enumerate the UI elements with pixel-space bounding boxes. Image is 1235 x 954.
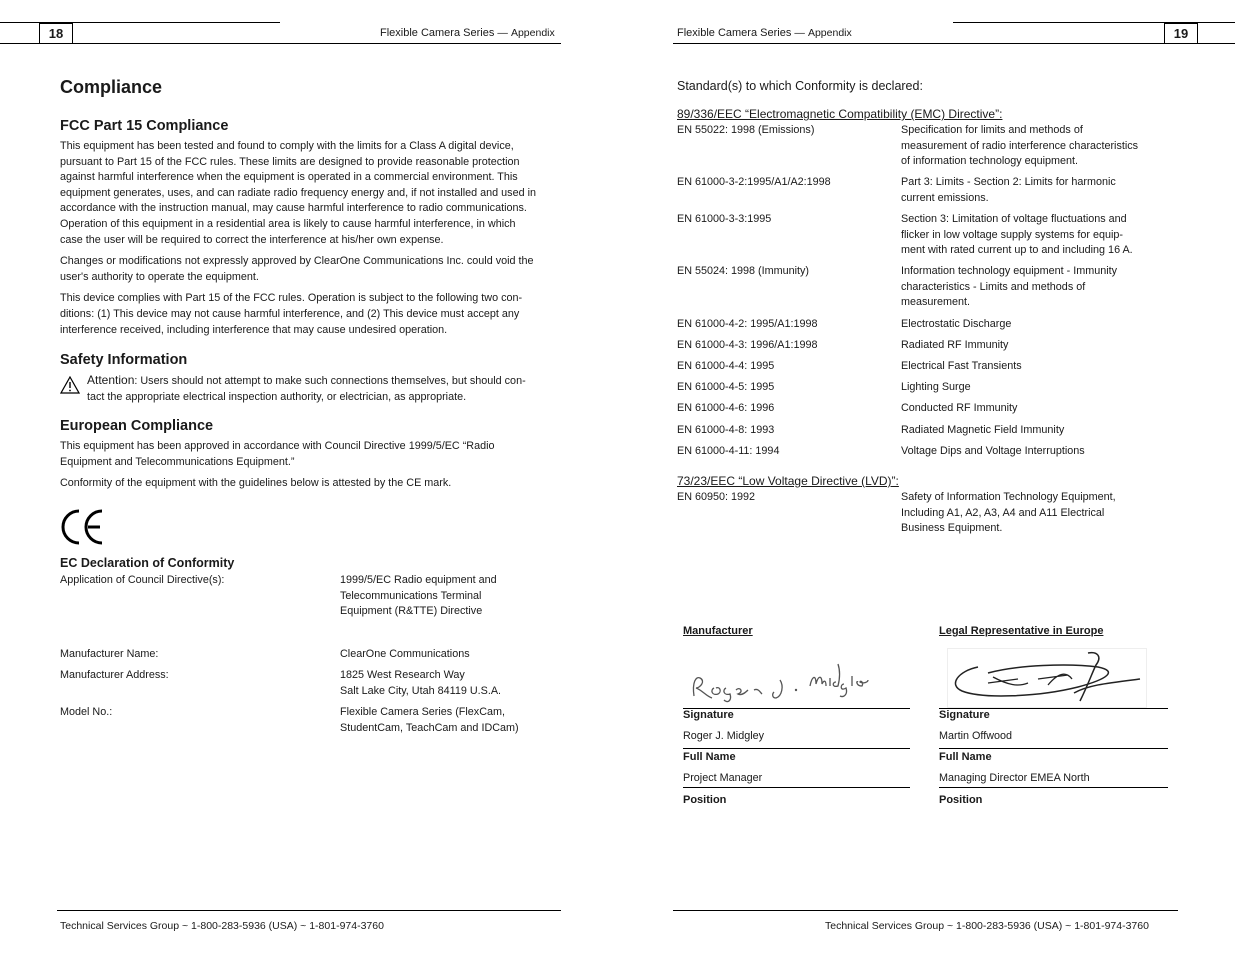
header-rule-right <box>673 43 1235 44</box>
text-line: Conformity of the equipment with the guidelines below is attested by the CE mark. <box>60 477 452 490</box>
european-body <box>60 439 560 492</box>
text-line: case the user will be required to correct the interference at his/her own expense. <box>60 233 444 246</box>
manufacturer-heading: Manufacturer <box>683 625 753 637</box>
text-line: Operation of this equipment in a residential area is likely to cause harmful interference, in which <box>60 217 516 230</box>
standard-description <box>901 175 1116 206</box>
header-separator: — <box>794 27 805 39</box>
declaration-heading: EC Declaration of Conformity <box>60 556 235 570</box>
standard-code: EN 61000-3-2:1995/A1/A2:1998 <box>677 176 831 188</box>
text-line: Part 3: Limits - Section 2: Limits for harmonic <box>901 176 1116 188</box>
standard-code: EN 60950: 1992 <box>677 491 756 503</box>
standard-code: EN 61000-3-3:1995 <box>677 213 772 225</box>
footer-rule-left <box>57 910 561 911</box>
lvd-heading: 73/23/EEC “Low Voltage Directive (LVD)”: <box>677 474 899 488</box>
standard-code: EN 61000-4-11: 1994 <box>677 445 780 457</box>
standard-code: EN 55022: 1998 (Emissions) <box>677 124 815 136</box>
representative-heading: Legal Representative in Europe <box>939 625 1104 637</box>
declaration-label: Manufacturer Address: <box>60 669 169 681</box>
text-line: user's authority to operate the equipment. <box>60 270 259 283</box>
text-line: Business Equipment. <box>901 522 1003 535</box>
declaration-value <box>340 668 501 699</box>
text-line: StudentCam, TeachCam and IDCam) <box>340 721 519 734</box>
text-line: Flexible Camera Series (FlexCam, <box>340 706 505 718</box>
header-separator: — <box>497 27 508 39</box>
text-line: interference received, including interference that may cause undesired operation. <box>60 323 448 336</box>
text-line: Safety of Information Technology Equipment, <box>901 491 1116 503</box>
standard-code: EN 61000-4-2: 1995/A1:1998 <box>677 318 818 330</box>
standard-description: Radiated Magnetic Field Immunity <box>901 424 1065 436</box>
standard-description <box>901 264 1117 311</box>
running-header-right <box>677 27 852 39</box>
text-line: ClearOne Communications <box>340 648 470 660</box>
declaration-value <box>340 705 519 736</box>
fcc-paragraph-1 <box>60 139 560 248</box>
emc-heading: 89/336/EEC “Electromagnetic Compatibility (EMC) Directive”: <box>677 107 1003 121</box>
footer-left: Technical Services Group ~ 1-800-283-5936 (USA) ~ 1-801-974-3760 <box>60 920 384 932</box>
representative-position: Managing Director EMEA North <box>939 772 1090 784</box>
declaration-value <box>340 573 497 620</box>
standard-code: EN 55024: 1998 (Immunity) <box>677 265 810 277</box>
text-line: accordance with the instruction manual, may cause harmful interference to radio communications. <box>60 202 527 215</box>
standard-description: Electrical Fast Transients <box>901 360 1022 372</box>
declaration-label: Manufacturer Name: <box>60 648 159 660</box>
manufacturer-position: Project Manager <box>683 772 763 784</box>
text-line: measurement. <box>901 296 971 309</box>
text-line: measurement of radio interference characteristics <box>901 139 1139 152</box>
european-heading: European Compliance <box>60 418 214 434</box>
standard-description: Radiated RF Immunity <box>901 339 1009 351</box>
text-line: This equipment has been approved in accordance with Council Directive 1999/5/EC “Radio <box>60 440 495 452</box>
text-line: characteristics - Limits and methods of <box>901 280 1086 293</box>
page-title: Compliance <box>60 77 163 97</box>
declaration-value <box>340 647 470 663</box>
position-label: Position <box>939 794 983 806</box>
footer-rule-right <box>673 910 1178 911</box>
text-line: of information technology equipment. <box>901 155 1079 168</box>
standard-code: EN 61000-4-3: 1996/A1:1998 <box>677 339 818 351</box>
position-label: Position <box>683 794 727 806</box>
manufacturer-signature-image <box>688 652 873 709</box>
standard-description <box>901 212 1133 259</box>
text-line: ditions: (1) This device may not cause harmful interference, and (2) This device must accept any <box>60 307 520 320</box>
standard-description <box>901 123 1138 170</box>
header-section: Appendix <box>510 27 555 39</box>
text-line: current emissions. <box>901 191 989 204</box>
text-line: Telecommunications Terminal <box>340 589 482 602</box>
text-line: Equipment and Telecommunications Equipment.” <box>60 455 295 468</box>
standard-code: EN 61000-4-8: 1993 <box>677 424 775 436</box>
standard-description: Electrostatic Discharge <box>901 318 1012 330</box>
page-number-left: 18 <box>39 23 73 44</box>
safety-heading: Safety Information <box>60 352 188 368</box>
text-line: against harmful interference when the equipment is operated in a commercial environment. This <box>60 171 518 184</box>
manufacturer-full-name: Roger J. Midgley <box>683 730 765 742</box>
running-header-left <box>380 27 555 39</box>
position-line <box>683 787 910 788</box>
full-name-line <box>683 748 910 749</box>
header-title: Flexible Camera Series <box>677 27 792 39</box>
text-line: This device complies with Part 15 of the FCC rules. Operation is subject to the following two con- <box>60 292 523 305</box>
standard-description: Conducted RF Immunity <box>901 402 1018 414</box>
standard-code: EN 61000-4-5: 1995 <box>677 381 775 393</box>
standard-description: Lighting Surge <box>901 381 971 393</box>
text-line: : Users should not attempt to make such connections themselves, but should con- <box>134 375 526 387</box>
fcc-body <box>60 139 560 338</box>
text-line: ment with rated current up to and including 16 A. <box>901 244 1133 257</box>
text-line: Including A1, A2, A3, A4 and A11 Electrical <box>901 506 1105 519</box>
attention-label: Attention <box>87 373 135 387</box>
full-name-label: Full Name <box>939 751 992 763</box>
text-line: tact the appropriate electrical inspection authority, or electrician, as appropriate. <box>87 390 467 403</box>
text-line: pursuant to Part 15 of the FCC rules. These limits are designed to provide reasonable protection <box>60 155 520 168</box>
signature-label: Signature <box>683 709 734 721</box>
position-line <box>939 787 1168 788</box>
standard-description <box>901 490 1116 537</box>
warning-icon <box>60 376 80 399</box>
full-name-line <box>939 748 1168 749</box>
attention-notice <box>87 373 557 405</box>
fcc-paragraph-2 <box>60 254 560 285</box>
text-line: Information technology equipment - Immunity <box>901 265 1118 277</box>
representative-signature-image <box>947 648 1147 708</box>
standard-code: EN 61000-4-6: 1996 <box>677 402 775 414</box>
fcc-paragraph-3 <box>60 291 560 338</box>
page-number-right: 19 <box>1164 23 1198 44</box>
text-line: Salt Lake City, Utah 84119 U.S.A. <box>340 684 502 697</box>
text-line: flicker in low voltage supply systems for equip- <box>901 228 1124 241</box>
standards-heading: Standard(s) to which Conformity is declared: <box>677 79 923 93</box>
signature-label: Signature <box>939 709 990 721</box>
text-line: equipment generates, uses, and can radiate radio frequency energy and, if not installed and used in <box>60 186 536 199</box>
footer-right: Technical Services Group ~ 1-800-283-5936 (USA) ~ 1-801-974-3760 <box>825 920 1149 932</box>
text-line: This equipment has been tested and found to comply with the limits for a Class A digital device, <box>60 140 514 152</box>
representative-full-name: Martin Offwood <box>939 730 1013 742</box>
header-section: Appendix <box>807 27 852 39</box>
standard-code: EN 61000-4-4: 1995 <box>677 360 775 372</box>
header-rule-left <box>0 43 561 44</box>
declaration-label: Application of Council Directive(s): <box>60 574 225 586</box>
text-line: 1825 West Research Way <box>340 669 465 681</box>
header-title: Flexible Camera Series <box>380 27 495 39</box>
text-line: Equipment (R&TTE) Directive <box>340 605 483 618</box>
text-line: Changes or modifications not expressly approved by ClearOne Communications Inc. could void the <box>60 255 534 268</box>
full-name-label: Full Name <box>683 751 736 763</box>
text-line: Specification for limits and methods of <box>901 124 1083 136</box>
declaration-label: Model No.: <box>60 706 113 718</box>
ce-mark <box>60 507 106 552</box>
standard-description: Voltage Dips and Voltage Interruptions <box>901 445 1085 457</box>
text-line: Section 3: Limitation of voltage fluctuations and <box>901 213 1127 225</box>
text-line: 1999/5/EC Radio equipment and <box>340 574 497 586</box>
fcc-heading: FCC Part 15 Compliance <box>60 118 229 134</box>
